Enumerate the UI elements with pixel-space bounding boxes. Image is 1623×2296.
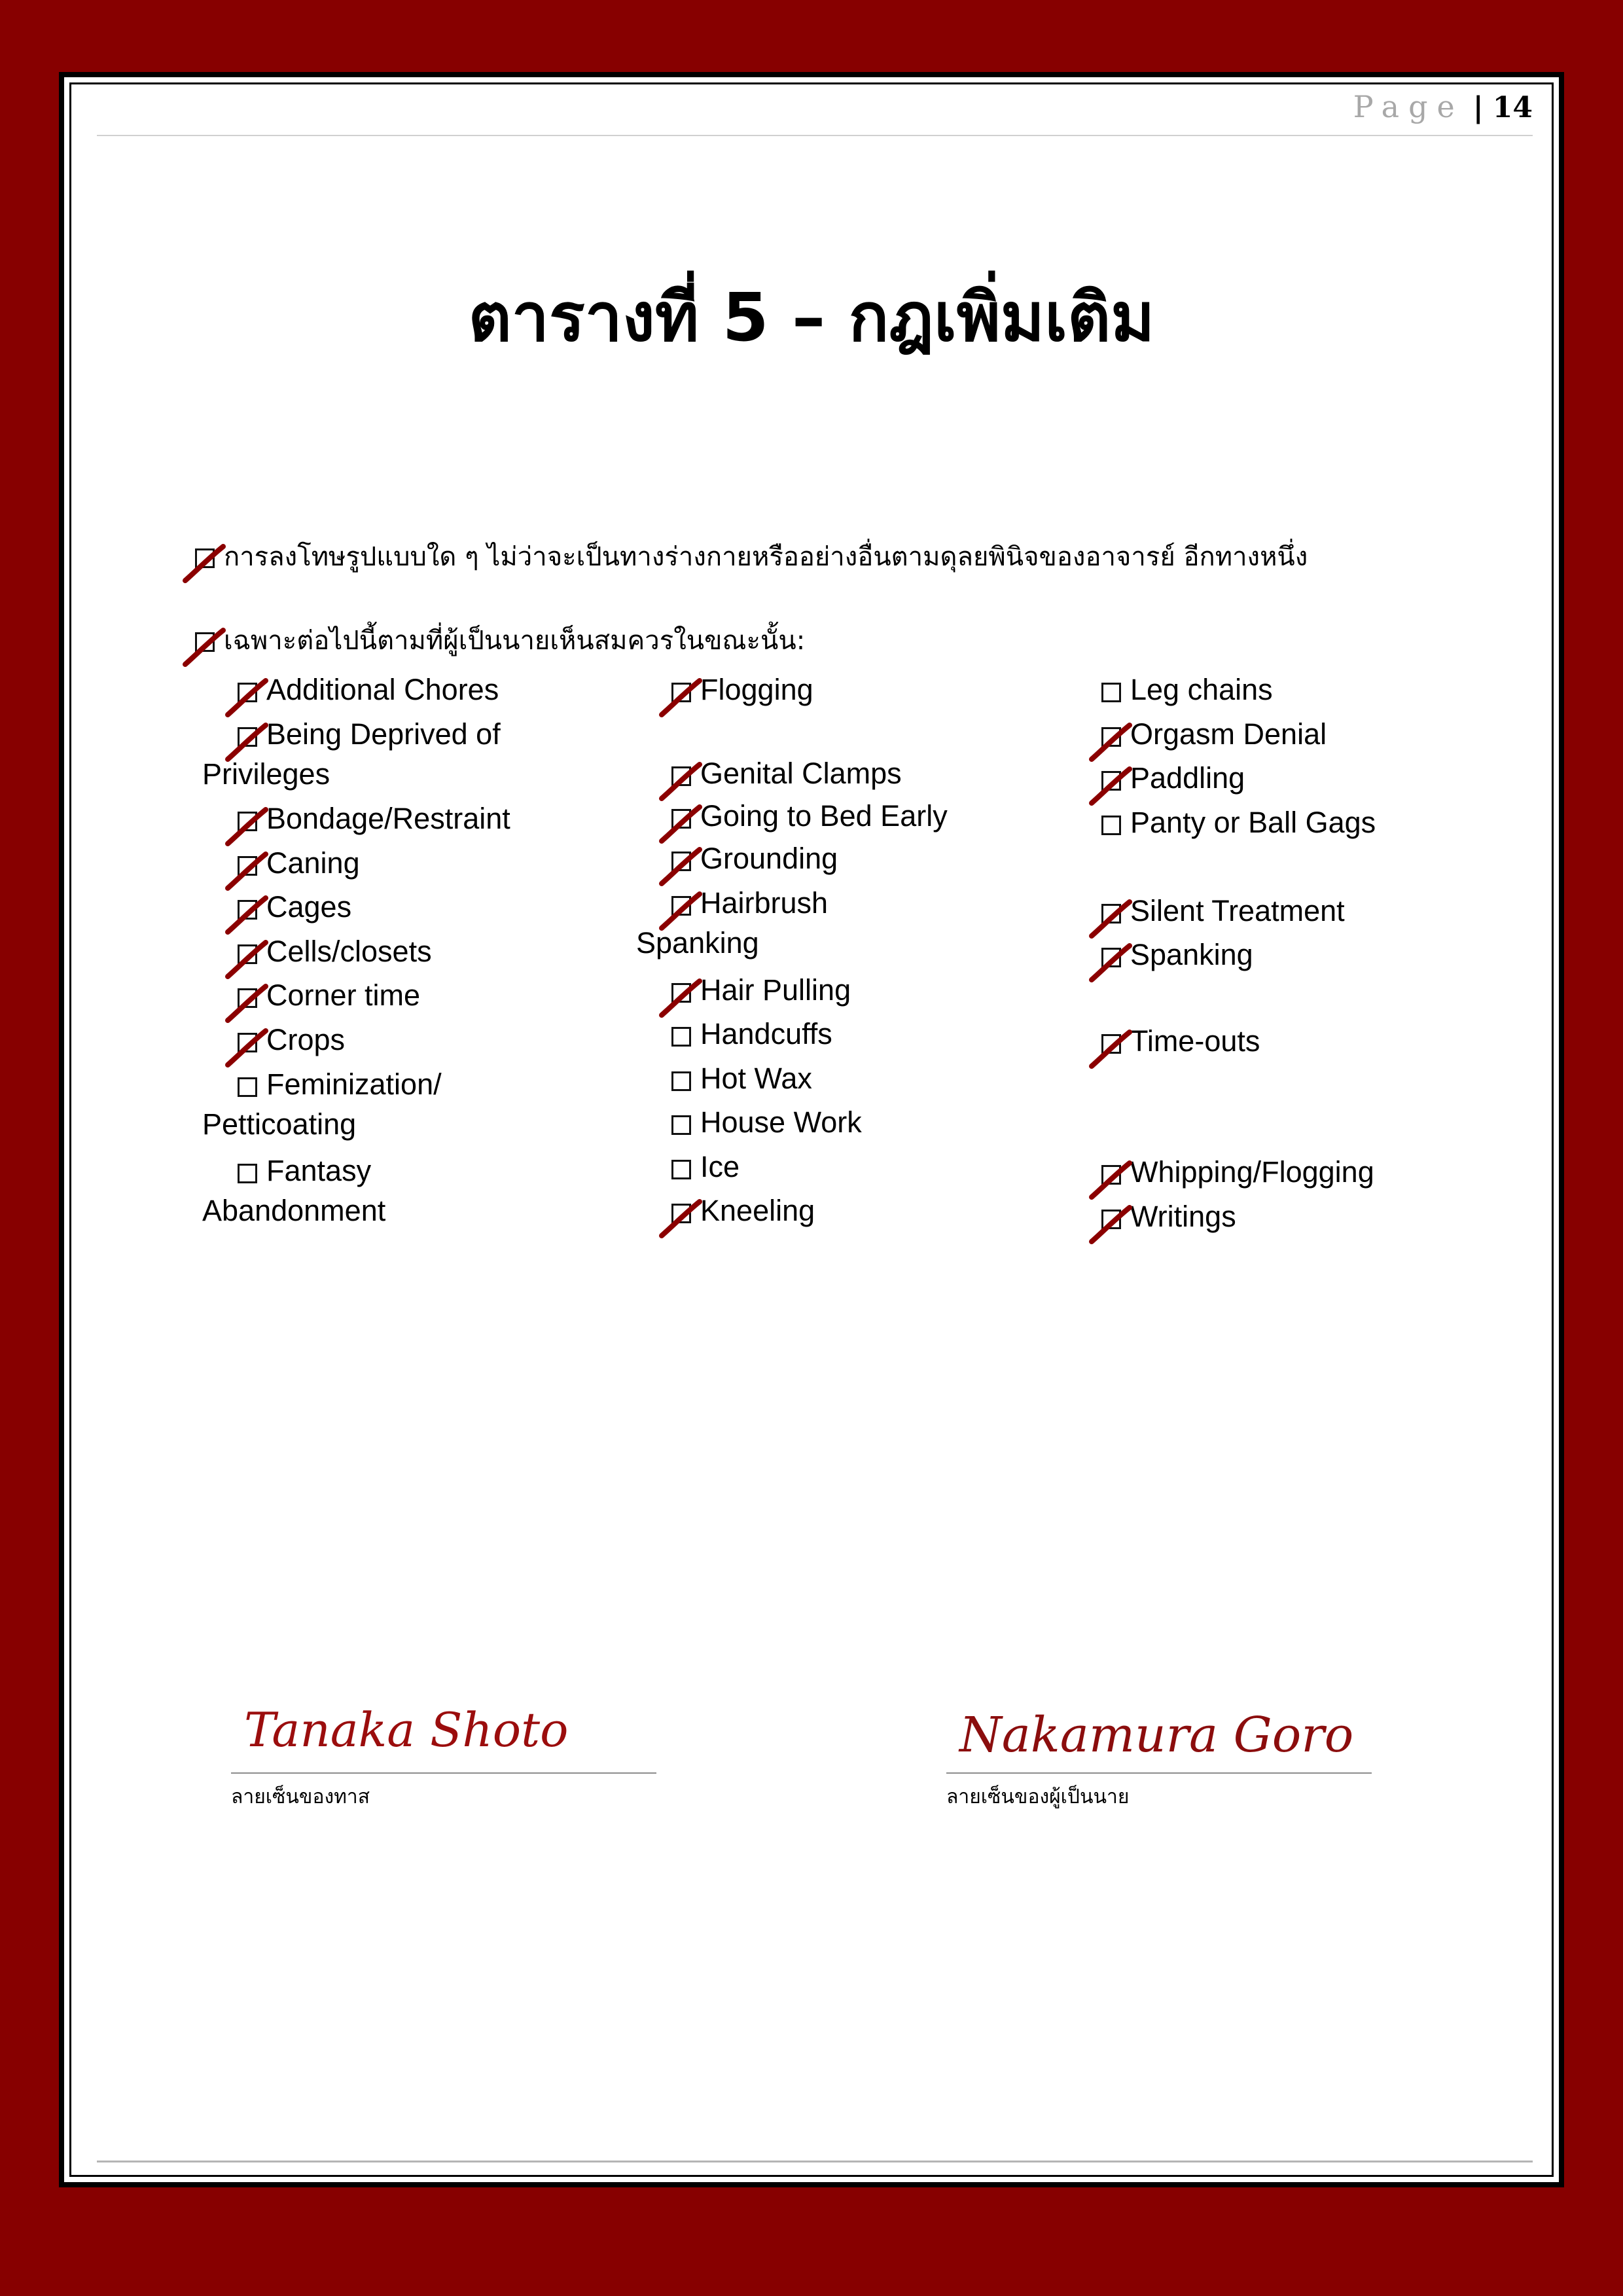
checklist-item[interactable] xyxy=(238,843,360,883)
item-label: Paddling xyxy=(1130,761,1245,795)
checklist-item[interactable] xyxy=(1101,1152,1374,1192)
header-separator: | xyxy=(1472,91,1484,124)
checklist-item[interactable] xyxy=(1101,935,1253,975)
item-label: Being Deprived of xyxy=(266,717,501,751)
checkbox[interactable] xyxy=(671,852,691,871)
checklist-item[interactable] xyxy=(671,670,813,709)
item-label: Orgasm Denial xyxy=(1130,717,1327,751)
checklist-item[interactable] xyxy=(238,1020,345,1060)
item-label: Whipping/Flogging xyxy=(1130,1155,1374,1189)
item-label-continuation: Spanking xyxy=(636,926,759,960)
checklist-item[interactable] xyxy=(671,1058,812,1098)
item-label: Handcuffs xyxy=(700,1017,832,1050)
checklist-item[interactable] xyxy=(671,838,838,878)
slave-signature-block xyxy=(231,1694,656,1812)
checkbox[interactable] xyxy=(671,1071,691,1091)
checklist-item[interactable] xyxy=(202,714,501,794)
checkbox[interactable] xyxy=(238,1077,257,1097)
intro-option-specific[interactable] xyxy=(195,619,805,661)
checklist-item[interactable] xyxy=(636,883,829,963)
checklist-item[interactable] xyxy=(1101,802,1376,842)
item-label: Spanking xyxy=(1130,938,1253,971)
item-label: Silent Treatment xyxy=(1130,894,1345,927)
checklist-item[interactable] xyxy=(1101,891,1345,931)
checklist-item[interactable] xyxy=(238,798,510,838)
checkbox[interactable] xyxy=(1101,816,1121,835)
item-label-continuation: Abandonment xyxy=(202,1194,386,1227)
checklist-item[interactable] xyxy=(1101,670,1273,709)
checklist-item[interactable] xyxy=(238,887,351,927)
slave-signature-image xyxy=(231,1694,656,1766)
page-header xyxy=(97,89,1533,136)
checklist-item[interactable] xyxy=(1101,1021,1260,1061)
item-label: Writings xyxy=(1130,1200,1236,1233)
item-label: Fantasy xyxy=(266,1154,372,1187)
checklist-item[interactable] xyxy=(1101,758,1245,798)
checkbox[interactable] xyxy=(671,896,691,916)
checkbox[interactable] xyxy=(1101,904,1121,924)
checkbox[interactable] xyxy=(238,812,257,831)
intro-option-any[interactable] xyxy=(195,535,1308,577)
checkbox[interactable] xyxy=(1101,1165,1121,1185)
item-label: House Work xyxy=(700,1105,862,1139)
checklist-item[interactable] xyxy=(671,1191,815,1230)
checkbox[interactable] xyxy=(1101,1034,1121,1054)
item-label: Panty or Ball Gags xyxy=(1130,806,1376,839)
item-label: Feminization/ xyxy=(266,1067,442,1101)
item-label: Crops xyxy=(266,1023,346,1056)
checkbox[interactable] xyxy=(671,983,691,1003)
checkbox[interactable] xyxy=(671,766,691,786)
checkbox[interactable] xyxy=(671,1160,691,1179)
signature-line xyxy=(231,1772,656,1774)
checkbox[interactable] xyxy=(238,900,257,920)
checkbox[interactable] xyxy=(238,856,257,876)
item-label: Flogging xyxy=(700,673,813,706)
checklist-item[interactable] xyxy=(202,1064,442,1144)
item-label: Time-outs xyxy=(1130,1024,1260,1058)
item-label: Ice xyxy=(700,1150,740,1183)
master-signature-caption: ลายเซ็นของผู้เป็นนาย xyxy=(946,1785,1130,1808)
item-label: Going to Bed Early xyxy=(700,799,948,833)
checklist-item[interactable] xyxy=(238,975,420,1015)
checkbox[interactable] xyxy=(238,1164,257,1183)
master-signature-block xyxy=(946,1694,1372,1812)
item-label-continuation: Petticoating xyxy=(202,1107,357,1141)
checkbox[interactable] xyxy=(671,1115,691,1135)
svg-text:Tanaka Shoto: Tanaka Shoto xyxy=(244,1702,569,1757)
checkbox[interactable] xyxy=(238,988,257,1008)
item-label: Genital Clamps xyxy=(700,757,902,790)
svg-text:Nakamura Goro: Nakamura Goro xyxy=(959,1707,1354,1763)
signature-line xyxy=(946,1772,1372,1774)
checkbox[interactable] xyxy=(671,809,691,829)
item-label: Leg chains xyxy=(1130,673,1273,706)
checklist-item[interactable] xyxy=(1101,1196,1236,1236)
intro-text: เฉพาะต่อไปนี้ตามที่ผู้เป็นนายเห็นสมควรในขณะนั้น: xyxy=(224,626,806,656)
checklist-item[interactable] xyxy=(202,1151,386,1230)
checkbox[interactable] xyxy=(671,683,691,702)
checkbox[interactable] xyxy=(195,632,215,652)
item-label: Corner time xyxy=(266,978,421,1012)
checkbox[interactable] xyxy=(671,1204,691,1223)
checkbox[interactable] xyxy=(1101,948,1121,967)
checklist-item[interactable] xyxy=(671,753,902,793)
checklist-item[interactable] xyxy=(238,670,499,709)
checkbox[interactable] xyxy=(1101,683,1121,702)
checklist-item[interactable] xyxy=(1101,714,1327,754)
item-label: Hair Pulling xyxy=(700,973,851,1007)
checkbox[interactable] xyxy=(238,727,257,747)
footer-rule xyxy=(97,2161,1533,2162)
item-label: Kneeling xyxy=(700,1194,815,1227)
checklist-item[interactable] xyxy=(671,1014,832,1054)
checkbox[interactable] xyxy=(671,1027,691,1047)
checkbox[interactable] xyxy=(238,683,257,702)
master-signature-image xyxy=(946,1694,1372,1766)
item-label: Cells/closets xyxy=(266,935,432,968)
checkbox[interactable] xyxy=(1101,771,1121,791)
document-page xyxy=(59,72,1564,2187)
intro-text: การลงโทษรูปแบบใด ๆ ไม่ว่าจะเป็นทางร่างกายหรืออย่างอื่นตามดุลยพินิจของอาจารย์ อีกทางหนึ่ง xyxy=(224,542,1308,572)
slave-signature-caption: ลายเซ็นของทาส xyxy=(231,1785,370,1808)
checkbox[interactable] xyxy=(195,548,215,568)
checklist-item[interactable] xyxy=(238,931,432,971)
page-title: ตารางที่ 5 – กฎเพิ่มเติม xyxy=(468,279,1155,357)
item-label: Additional Chores xyxy=(266,673,499,706)
item-label: Grounding xyxy=(700,842,838,875)
checkbox[interactable] xyxy=(238,1033,257,1052)
page-number: 14 xyxy=(1492,91,1533,124)
item-label: Cages xyxy=(266,890,352,924)
item-label-continuation: Privileges xyxy=(202,757,330,791)
page-label: Page xyxy=(1353,89,1464,124)
checklist-item[interactable] xyxy=(671,1102,862,1142)
checkbox[interactable] xyxy=(1101,1210,1121,1229)
checklist-item[interactable] xyxy=(671,1147,740,1187)
item-label: Hot Wax xyxy=(700,1062,812,1095)
checklist-item[interactable] xyxy=(671,796,948,836)
item-label: Bondage/Restraint xyxy=(266,802,510,835)
checkbox[interactable] xyxy=(238,944,257,964)
checkbox[interactable] xyxy=(1101,727,1121,747)
checklist-item[interactable] xyxy=(671,970,851,1010)
item-label: Hairbrush xyxy=(700,886,829,920)
item-label: Caning xyxy=(266,846,360,880)
